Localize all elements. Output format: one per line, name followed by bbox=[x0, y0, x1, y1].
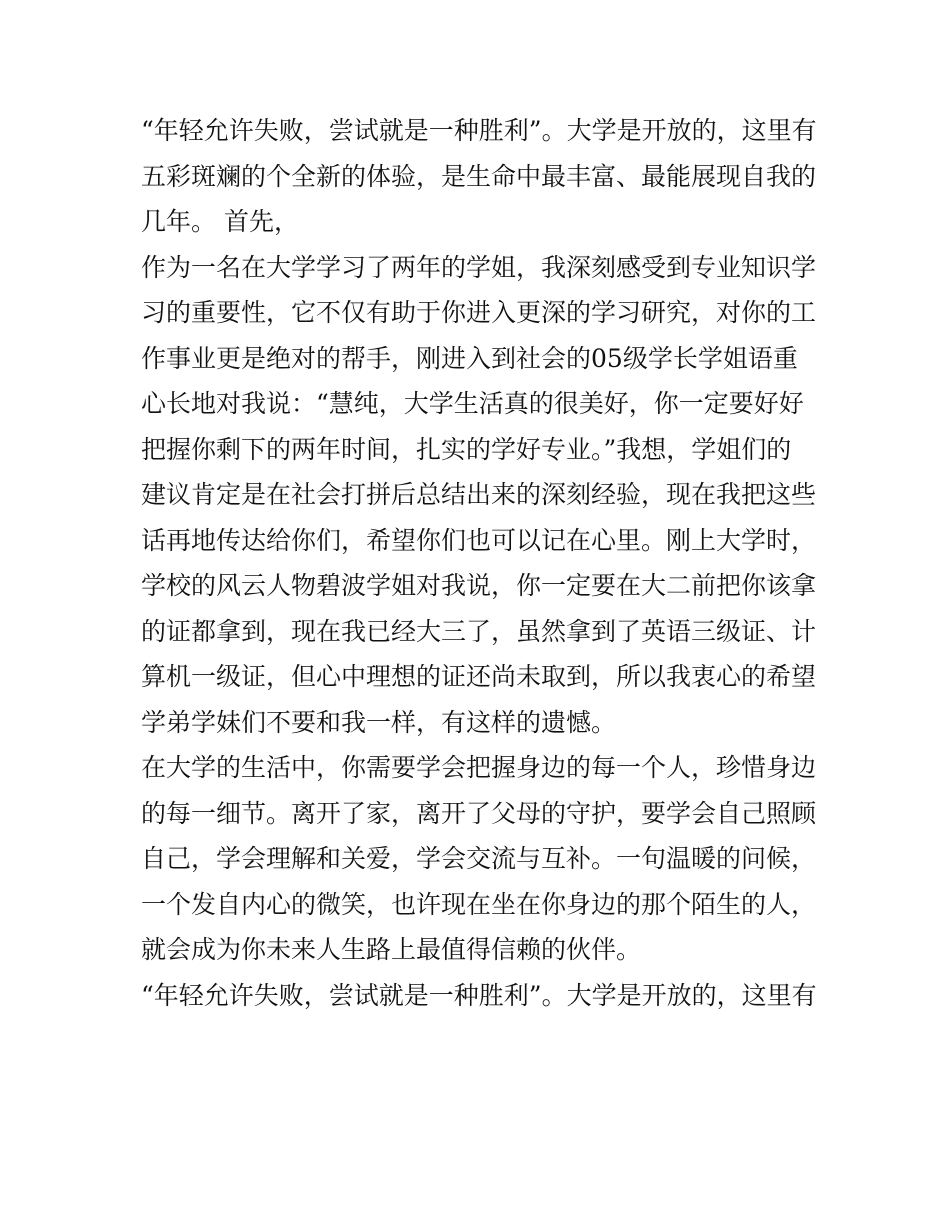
text-line-16: 的每一细节。离开了家，离开了父母的守护，要学会自己照顾 bbox=[141, 798, 817, 828]
document-body bbox=[141, 108, 821, 1018]
text-line-4: 作为一名在大学学习了两年的学姐，我深刻感受到专业知识学 bbox=[141, 252, 817, 282]
text-line-7: 心长地对我说：“慧纯，大学生活真的很美好，你一定要好好 bbox=[141, 389, 804, 418]
text-line-6: 作事业更是绝对的帮手，刚进入到社会的05级学长学姐语重 bbox=[141, 343, 798, 373]
text-line-18: 一个发自内心的微笑，也许现在坐在你身边的那个陌生的人， bbox=[141, 889, 817, 919]
text-line-10: 话再地传达给你们，希望你们也可以记在心里。刚上大学时， bbox=[141, 525, 817, 555]
text-line-9: 建议肯定是在社会打拼后总结出来的深刻经验，现在我把这些 bbox=[141, 480, 817, 509]
text-line-20: “年轻允许失败，尝试就是一种胜利”。大学是开放的，这里有 bbox=[141, 980, 817, 1010]
text-line-11: 学校的风云人物碧波学姐对我说，你一定要在大二前把你该拿 bbox=[141, 571, 817, 600]
text-line-5: 习的重要性，它不仅有助于你进入更深的学习研究，对你的工 bbox=[141, 298, 817, 327]
text-line-15: 在大学的生活中，你需要学会把握身边的每一个人，珍惜身边 bbox=[141, 753, 817, 782]
text-line-3: 几年。 首先， bbox=[141, 207, 299, 236]
text-line-13: 算机一级证，但心中理想的证还尚未取到，所以我衷心的希望 bbox=[141, 662, 817, 691]
text-line-19: 就会成为你未来人生路上最值得信赖的伙伴。 bbox=[141, 935, 642, 964]
text-line-14: 学弟学妹们不要和我一样，有这样的遗憾。 bbox=[141, 707, 617, 737]
text-line-17: 自己，学会理解和关爱，学会交流与互补。一句温暖的问候， bbox=[141, 844, 817, 873]
text-line-8: 把握你剩下的两年时间，扎实的学好专业。”我想，学姐们的 bbox=[141, 434, 792, 464]
text-line-1: “年轻允许失败，尝试就是一种胜利”。大学是开放的，这里有 bbox=[141, 116, 817, 145]
text-line-12: 的证都拿到，现在我已经大三了，虽然拿到了英语三级证、计 bbox=[141, 616, 817, 646]
text-line-2: 五彩斑斓的个全新的体验，是生命中最丰富、最能展现自我的 bbox=[141, 161, 817, 191]
